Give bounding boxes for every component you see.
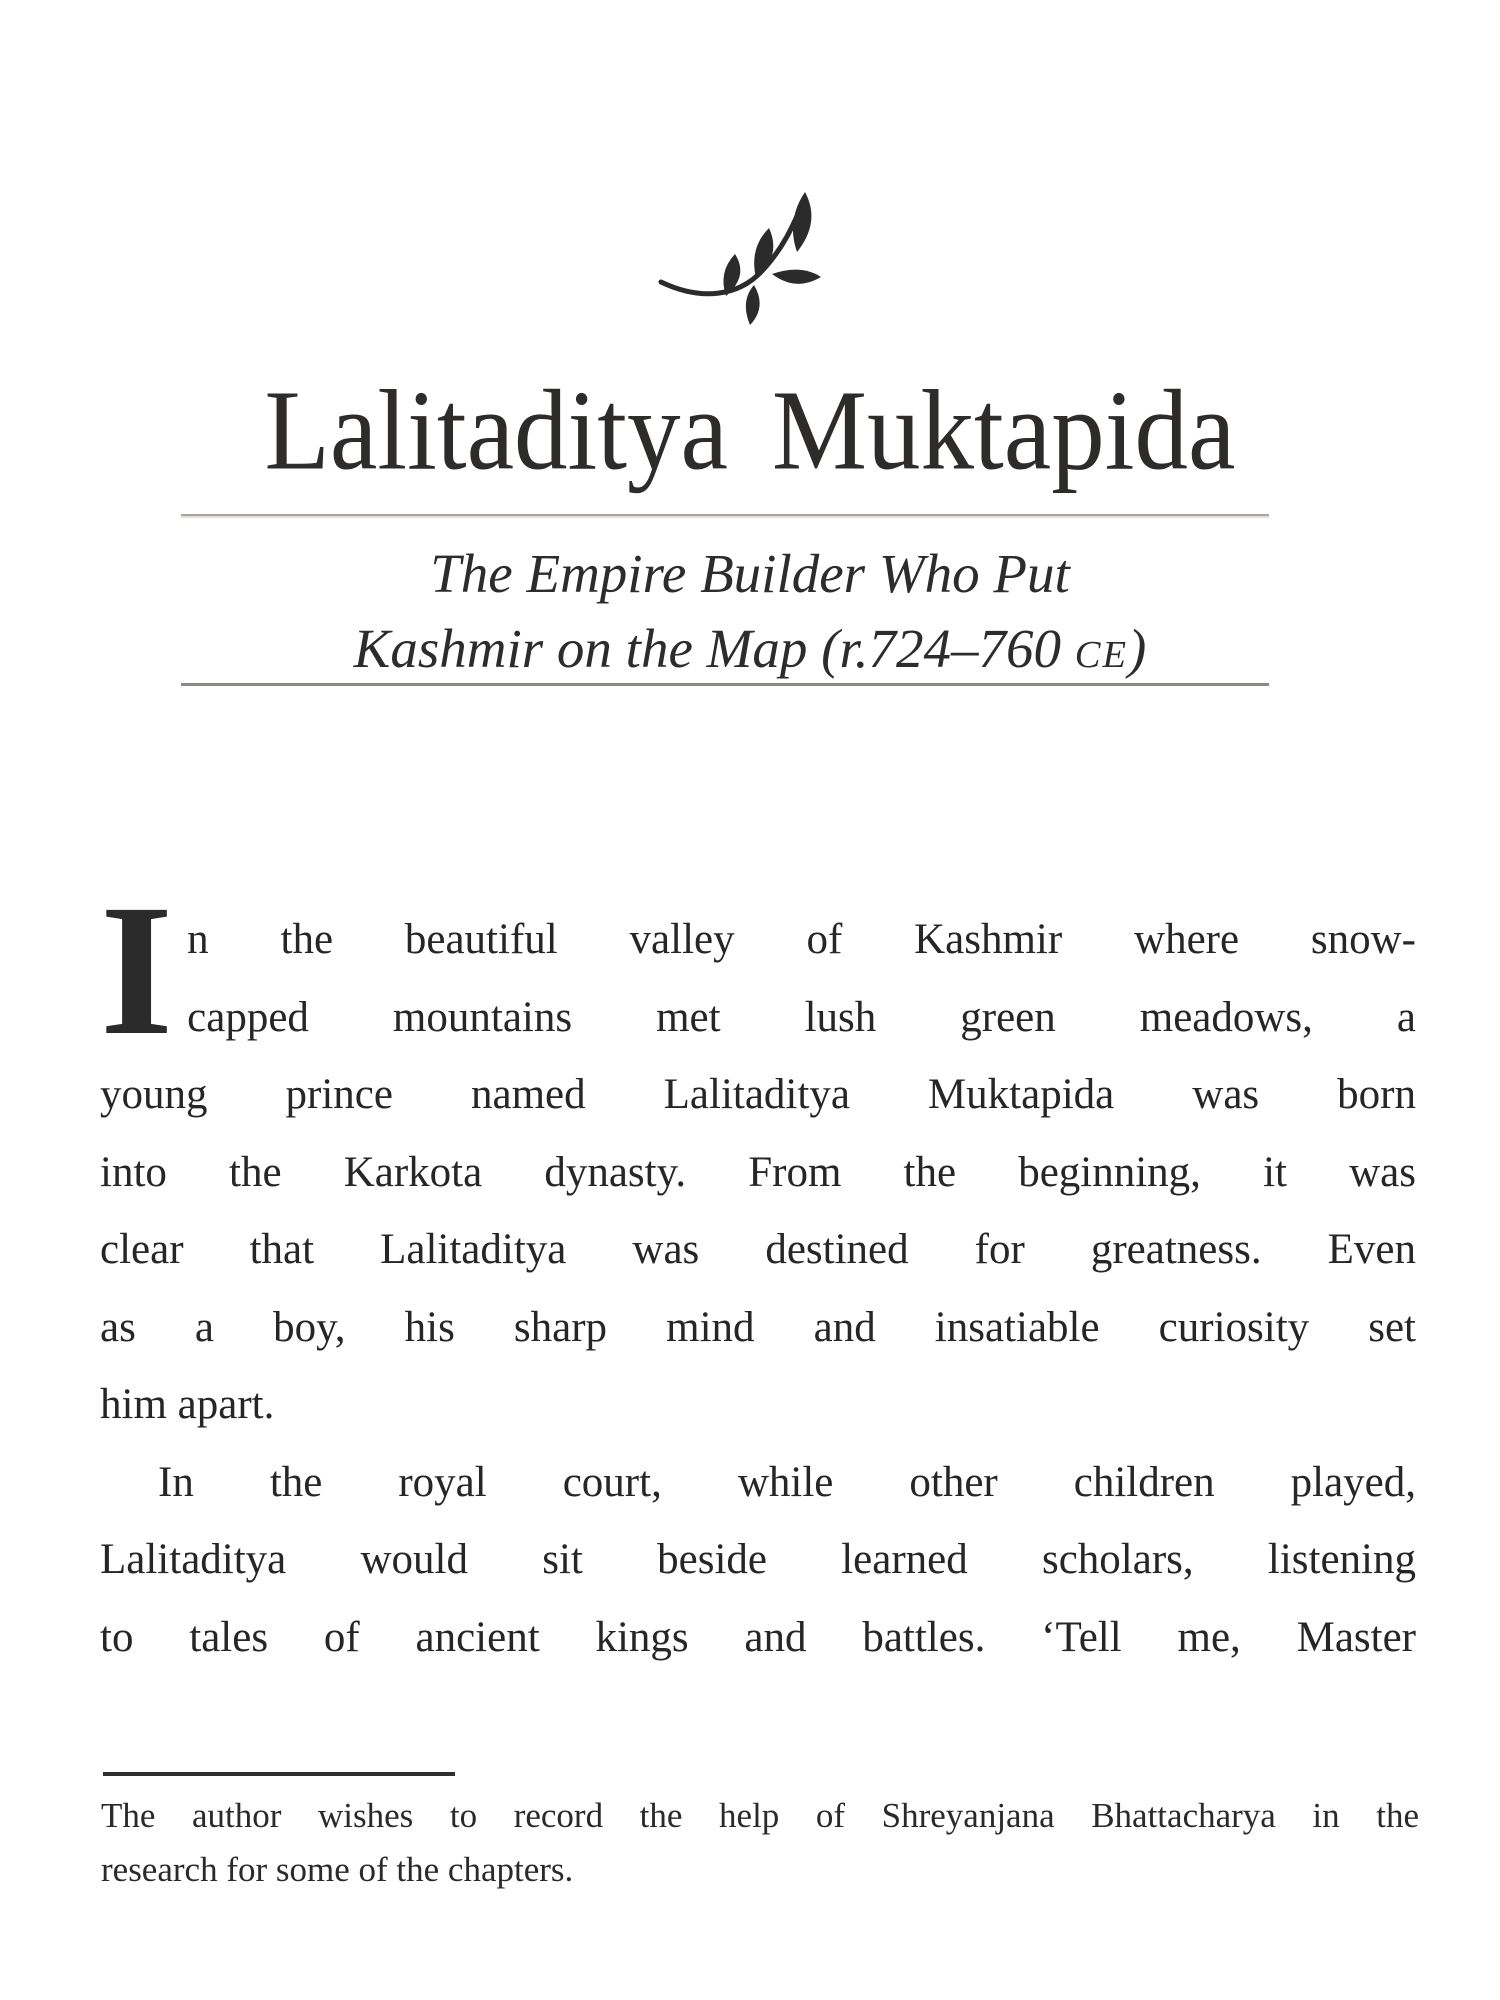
drop-cap: I [100, 865, 174, 1074]
era-smallcaps: CE [1074, 634, 1128, 676]
body-line: as a boy, his sharp mind and insatiable curiosity set [100, 1303, 1416, 1351]
body-line: In the royal court, while other children played, [158, 1458, 1416, 1506]
subtitle-line-2 [0, 611, 1500, 693]
footnote-separator-rule [103, 1772, 455, 1776]
leaf-sprig-icon [655, 188, 833, 326]
footnote-text [101, 1789, 1419, 1897]
body-line: clear that Lalitaditya was destined for greatness. Even [100, 1226, 1416, 1273]
body-line: Lalitaditya would sit beside learned scholars, listening [100, 1536, 1416, 1583]
title-divider-rule [181, 514, 1269, 516]
body-line: n the beautiful valley of Kashmir where snow- [187, 916, 1416, 963]
chapter-subtitle [0, 536, 1500, 693]
paragraph-1 [100, 865, 1416, 1444]
subtitle-line-1: The Empire Builder Who Put [430, 543, 1070, 604]
body-line: young prince named Lalitaditya Muktapida was born [100, 1071, 1416, 1118]
subtitle-line-2-text: Kashmir on the Map (r.724–760 [353, 618, 1075, 679]
body-line: into the Karkota dynasty. From the beginning, it was [100, 1148, 1416, 1196]
body-line: capped mountains met lush green meadows, a [187, 993, 1416, 1041]
footnote-line: research for some of the chapters. [101, 1850, 574, 1889]
chapter-title: Lalitaditya Muktapida [264, 368, 1236, 495]
body-line: to tales of ancient kings and battles. ‘Tell me, Master [100, 1613, 1416, 1661]
subtitle-line-2-close: ) [1128, 618, 1147, 679]
body-line: him apart. [100, 1381, 275, 1428]
footnote-line: The author wishes to record the help of Shreyanjana Bhattacharya in the [101, 1796, 1419, 1835]
body-text [100, 865, 1416, 1676]
paragraph-2 [100, 1444, 1416, 1677]
subtitle-divider-rule [181, 683, 1269, 686]
